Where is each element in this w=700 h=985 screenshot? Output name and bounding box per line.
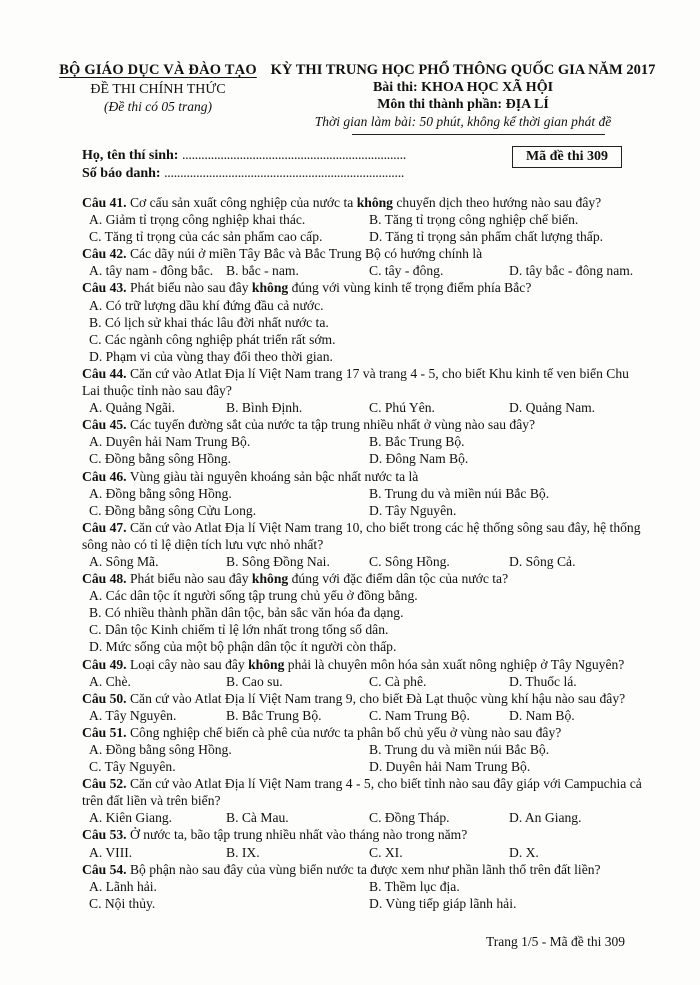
answer-option: A. Lãnh hải. xyxy=(89,878,157,894)
answer-option: A. Giảm tỉ trọng công nghiệp khai thác. xyxy=(89,212,306,228)
question-stem xyxy=(82,519,642,553)
answer-option: A. Kiên Giang. xyxy=(89,810,173,826)
answer-option: B. Bắc Trung Bộ. xyxy=(226,707,322,723)
question-number: Câu 49. xyxy=(82,656,127,672)
question-number: Câu 54. xyxy=(82,861,127,877)
question-stem xyxy=(82,775,642,809)
question-number: Câu 50. xyxy=(82,690,127,706)
question-emphasis: không xyxy=(356,195,393,210)
question-text: Căn cứ vào Atlat Địa lí Việt Nam trang 4 - 5, cho biết tỉnh nào sau đây giáp với Campuchia cả trên đất liền và trên biển? xyxy=(82,776,642,809)
answer-option: D. Đông Nam Bộ. xyxy=(369,451,469,467)
answer-option: A. Quảng Ngãi. xyxy=(89,400,176,416)
question-number: Câu 51. xyxy=(82,724,127,740)
answer-option: D. X. xyxy=(509,844,539,860)
ministry-header xyxy=(58,62,258,115)
answer-option: D. Sông Cả. xyxy=(509,553,576,569)
answer-option: B. Thềm lục địa. xyxy=(369,878,460,894)
answer-row xyxy=(82,502,642,519)
question-item xyxy=(82,656,642,690)
answer-row xyxy=(82,878,642,895)
question-stem xyxy=(82,416,642,433)
answer-option: D. Mức sống của một bộ phận dân tộc ít người còn thấp. xyxy=(89,639,397,655)
time-note: Thời gian làm bài: 50 phút, không kể thời gian phát đề xyxy=(314,114,612,129)
question-list xyxy=(82,194,642,912)
candidate-name-line xyxy=(82,148,406,164)
answer-option: C. Cà phê. xyxy=(369,673,427,689)
answer-option: B. Tăng tỉ trọng công nghiệp chế biến. xyxy=(369,212,579,228)
question-emphasis: không xyxy=(251,280,289,296)
question-item xyxy=(82,365,642,416)
question-number: Câu 45. xyxy=(82,417,127,433)
question-text: Vùng giàu tài nguyên khoáng sản bậc nhất nước ta là xyxy=(126,468,419,484)
question-text: Ở nước ta, bão tập trung nhiều nhất vào tháng nào trong năm? xyxy=(126,827,468,843)
question-text: Căn cứ vào Atlat Địa lí Việt Nam trang 9, cho biết Đà Lạt thuộc vùng khí hậu nào sau đây? xyxy=(126,690,626,706)
header-divider xyxy=(352,134,605,135)
answer-row xyxy=(82,553,642,570)
question-text: Căn cứ vào Atlat Địa lí Việt Nam trang 10, cho biết trong các hệ thống sông sau đây, hệ thống sông nào có tỉ lệ diện tích lưu vực nhỏ nhất? xyxy=(82,519,641,552)
answer-option: C. tây - đông. xyxy=(369,263,444,279)
answer-option: A. Sông Mã. xyxy=(89,553,159,569)
question-text-end: đúng với đặc điểm dân tộc của nước ta? xyxy=(288,571,509,587)
question-item xyxy=(82,468,642,519)
answer-row xyxy=(82,485,642,502)
answer-row xyxy=(82,673,642,690)
answer-option: A. Duyên hải Nam Trung Bộ. xyxy=(89,434,251,450)
question-item xyxy=(82,861,642,912)
answer-option: D. Thuốc lá. xyxy=(509,673,577,689)
question-text: Cơ cấu sản xuất công nghiệp của nước ta xyxy=(126,195,357,210)
subject-group: Bài thi: KHOA HỌC XÃ HỘI xyxy=(372,80,554,95)
question-text: Bộ phận nào sau đây của vùng biển nước ta được xem như phần lãnh thổ trên đất liền? xyxy=(126,861,601,877)
question-item xyxy=(82,416,642,467)
answer-option: A. VIII. xyxy=(89,844,133,860)
candidate-name-dots: ...................................................................... xyxy=(181,148,406,163)
question-number: Câu 41. xyxy=(82,195,127,210)
answer-option: D. An Giang. xyxy=(509,810,582,826)
answer-row xyxy=(82,450,642,467)
answer-option: A. Chè. xyxy=(89,673,131,689)
answer-row xyxy=(82,758,642,775)
answer-option: C. XI. xyxy=(369,844,403,860)
answer-option: D. Nam Bộ. xyxy=(509,707,575,723)
question-emphasis: không xyxy=(248,656,285,672)
exam-title: KỲ THI TRUNG HỌC PHỔ THÔNG QUỐC GIA NĂM 2017 xyxy=(270,62,656,78)
answer-row xyxy=(82,262,642,279)
answer-option: B. Bắc Trung Bộ. xyxy=(369,434,465,450)
question-item xyxy=(82,570,642,655)
question-item xyxy=(82,724,642,775)
answer-row xyxy=(82,707,642,724)
answer-option: B. Cà Mau. xyxy=(226,810,289,826)
question-stem xyxy=(82,279,642,296)
official-exam-label: ĐỀ THI CHÍNH THỨC xyxy=(90,82,226,97)
question-number: Câu 52. xyxy=(82,776,127,792)
answer-option: D. Phạm vi của vùng thay đổi theo thời gian. xyxy=(89,348,333,364)
question-stem xyxy=(82,690,642,707)
answer-option: A. Có trữ lượng dầu khí đứng đầu cả nước. xyxy=(89,297,324,313)
question-item xyxy=(82,245,642,279)
question-item xyxy=(82,279,642,364)
subject-name: Môn thi thành phần: ĐỊA LÍ xyxy=(377,97,549,112)
question-stem xyxy=(82,826,642,843)
answer-option: C. Tăng tỉ trọng của các sản phẩm cao cấp. xyxy=(89,229,323,245)
question-emphasis: không xyxy=(251,571,289,587)
question-item xyxy=(82,775,642,826)
answer-option: B. IX. xyxy=(226,844,260,860)
question-text: Các tuyến đường sắt của nước ta tập trung nhiều nhất ở vùng nào sau đây? xyxy=(126,417,536,433)
answer-row xyxy=(82,809,642,826)
question-text: Phát biểu nào sau đây xyxy=(126,571,252,587)
answer-option: B. Có nhiều thành phần dân tộc, bản sắc văn hóa đa dạng. xyxy=(89,605,404,621)
answer-option: A. Đồng bằng sông Hồng. xyxy=(89,742,232,757)
question-text-end: chuyển dịch theo hướng nào sau đây? xyxy=(392,195,602,210)
answer-row xyxy=(82,399,642,416)
question-item xyxy=(82,194,642,245)
answer-option: D. Quảng Nam. xyxy=(509,400,596,416)
answer-option: C. Đồng bằng sông Hồng. xyxy=(89,451,231,467)
candidate-id-dots: ........................................................................... xyxy=(164,166,405,181)
question-item xyxy=(82,690,642,724)
candidate-id-label: Số báo danh: xyxy=(82,166,161,181)
question-number: Câu 44. xyxy=(82,365,127,381)
question-stem xyxy=(82,468,642,485)
question-number: Câu 42. xyxy=(82,246,127,262)
answer-option: B. bắc - nam. xyxy=(226,263,299,279)
answer-row xyxy=(82,433,642,450)
question-number: Câu 53. xyxy=(82,827,127,843)
answer-option: B. Trung du và miền núi Bắc Bộ. xyxy=(369,742,550,757)
question-text: Phát biểu nào sau đây xyxy=(126,280,252,296)
answer-option: C. Sông Hồng. xyxy=(369,553,450,569)
question-stem xyxy=(82,194,642,211)
question-stem xyxy=(82,570,642,587)
question-text: Căn cứ vào Atlat Địa lí Việt Nam trang 17 và trang 4 - 5, cho biết Khu kinh tế ven biển Chu Lai thuộc tỉnh nào sau đây? xyxy=(82,365,629,399)
pages-note: (Đề thi có 05 trang) xyxy=(104,99,212,114)
answer-option: A. Tây Nguyên. xyxy=(89,707,177,723)
answer-option: C. Nam Trung Bộ. xyxy=(369,707,470,723)
answer-row xyxy=(82,844,642,861)
answer-option: C. Đồng Tháp. xyxy=(369,810,450,826)
question-stem xyxy=(82,656,642,673)
answer-option: B. Trung du và miền núi Bắc Bộ. xyxy=(369,485,550,501)
answer-option: C. Phú Yên. xyxy=(369,400,435,416)
answer-option: D. Duyên hải Nam Trung Bộ. xyxy=(369,759,531,775)
question-item xyxy=(82,519,642,570)
page-footer: Trang 1/5 - Mã đề thi 309 xyxy=(486,934,625,949)
answer-option: C. Tây Nguyên. xyxy=(89,759,176,775)
answer-option: D. Tây Nguyên. xyxy=(369,502,457,518)
answer-option: A. Đồng bằng sông Hồng. xyxy=(89,485,232,501)
exam-code-box: Mã đề thi 309 xyxy=(512,146,622,168)
ministry-name: BỘ GIÁO DỤC VÀ ĐÀO TẠO xyxy=(59,62,257,78)
question-number: Câu 46. xyxy=(82,468,127,484)
question-stem xyxy=(82,861,642,878)
candidate-name-label: Họ, tên thí sinh: xyxy=(82,148,179,163)
answer-option: C. Dân tộc Kinh chiếm tỉ lệ lớn nhất trong tổng số dân. xyxy=(89,622,389,638)
answer-option: C. Các ngành công nghiệp phát triển rất sớm. xyxy=(89,331,336,347)
answer-option: A. Các dân tộc ít người sống tập trung chủ yếu ở đồng bằng. xyxy=(89,588,418,604)
question-number: Câu 48. xyxy=(82,571,127,587)
answer-option: B. Có lịch sử khai thác lâu đời nhất nước ta. xyxy=(89,314,329,330)
answer-option: D. tây bắc - đông nam. xyxy=(509,263,634,279)
answer-option: B. Sông Đồng Nai. xyxy=(226,553,330,569)
question-number: Câu 47. xyxy=(82,519,127,535)
answer-row xyxy=(82,895,642,912)
answer-row xyxy=(82,228,642,245)
question-text: Các dãy núi ở miền Tây Bắc và Bắc Trung Bộ có hướng chính là xyxy=(126,246,483,262)
question-text: Công nghiệp chế biến cà phê của nước ta phân bố chủ yếu ở vùng nào sau đây? xyxy=(126,724,562,740)
question-item xyxy=(82,826,642,860)
answer-option: B. Bình Định. xyxy=(226,400,303,416)
answer-option: A. tây nam - đông bắc. xyxy=(89,263,214,279)
answer-option: D. Tăng tỉ trọng sản phẩm chất lượng thấp. xyxy=(369,229,604,245)
answer-option: C. Đồng bằng sông Cửu Long. xyxy=(89,502,257,518)
candidate-id-line xyxy=(82,166,404,182)
exam-header xyxy=(268,62,658,130)
question-text: Loại cây nào sau đây xyxy=(126,656,249,672)
answer-option: C. Nội thủy. xyxy=(89,895,156,911)
answer-option: D. Vùng tiếp giáp lãnh hải. xyxy=(369,895,517,911)
question-stem xyxy=(82,724,642,741)
answer-row xyxy=(82,741,642,758)
question-text-end: đúng với vùng kinh tế trọng điểm phía Bắc? xyxy=(288,280,532,296)
question-stem xyxy=(82,365,642,399)
answer-row xyxy=(82,211,642,228)
answer-option: B. Cao su. xyxy=(226,673,283,689)
question-stem xyxy=(82,245,642,262)
question-text-end: phải là chuyên môn hóa sản xuất nông nghiệp ở Tây Nguyên? xyxy=(284,656,625,672)
question-number: Câu 43. xyxy=(82,280,127,296)
